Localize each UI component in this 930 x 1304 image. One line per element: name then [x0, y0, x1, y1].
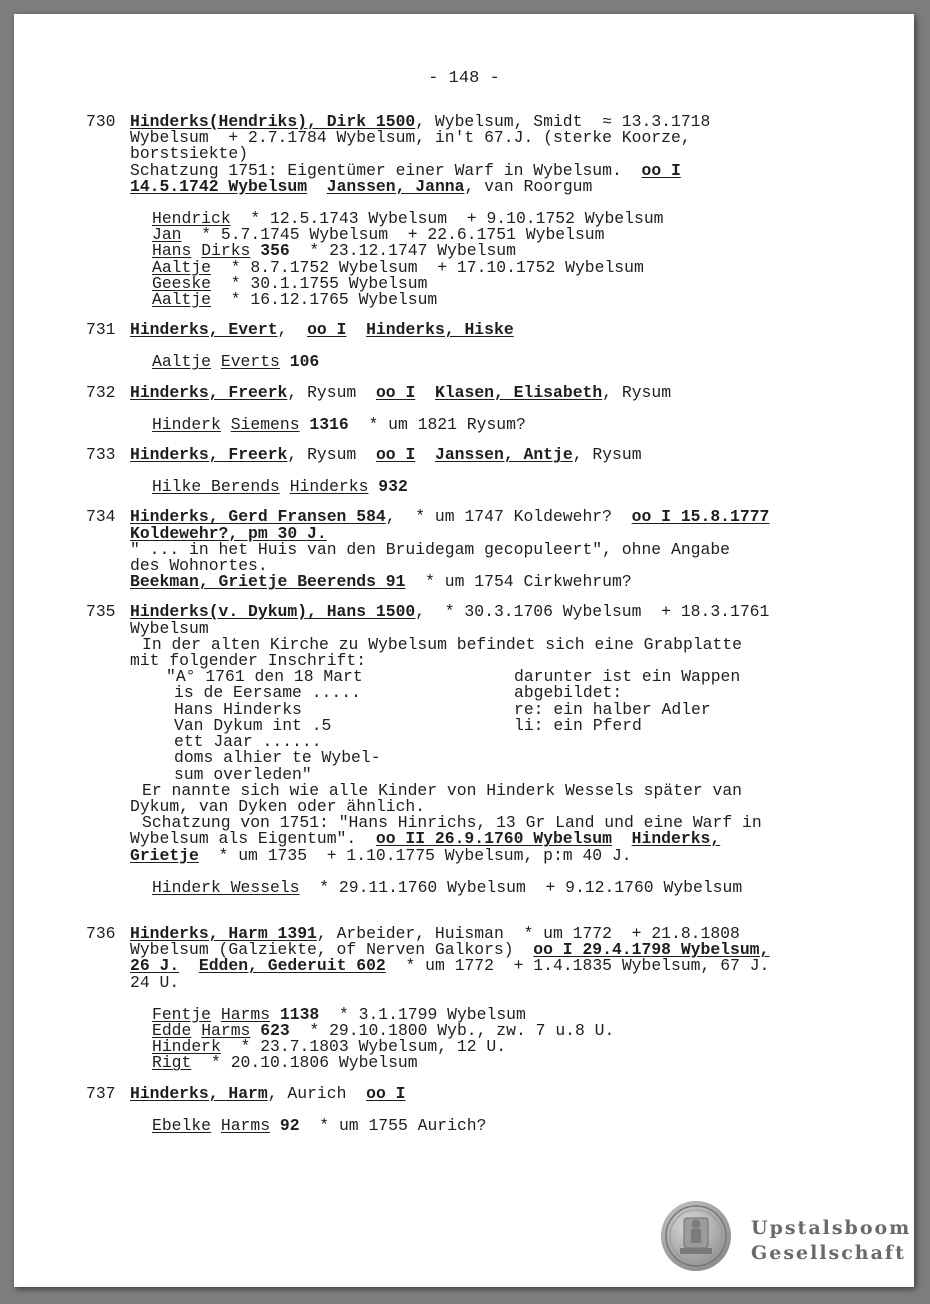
child-patronym: Siemens: [230, 414, 300, 434]
inscription-line: "A° 1761 den 18 Mart: [166, 667, 363, 687]
child-name: Hinderk: [152, 414, 221, 434]
child-name: Geeske: [152, 273, 212, 293]
entry-number: 731: [86, 320, 116, 340]
child-patronym: Hinderks: [289, 477, 369, 497]
person-name: Hinderks, Harm: [130, 1083, 268, 1103]
child-line: [152, 354, 914, 370]
person-name: Hinderks, Freerk: [130, 382, 288, 402]
society-name-line: Gesellschaft: [751, 1242, 906, 1264]
child-name: Hans: [152, 241, 192, 261]
spouse-name: Janssen, Janna: [326, 176, 465, 196]
inscription-note: re: ein halber Adler: [514, 699, 711, 719]
child-patronym: Dirks: [201, 241, 251, 261]
child-name: Jan: [152, 225, 182, 245]
inscription-line: sum overleden": [174, 764, 312, 784]
child-name: Aaltje: [152, 290, 212, 310]
inscription-line: Hans Hinderks: [174, 699, 302, 719]
child-data: * um 1821 Rysum?: [348, 414, 526, 434]
child-reference: 92: [279, 1115, 300, 1135]
child-name: Aaltje: [152, 352, 212, 372]
child-data: * um 1755 Aurich?: [299, 1115, 487, 1135]
marriage-marker: oo I: [307, 320, 347, 340]
entry-text: Wybelsum (Galziekte, of Nerven Galkors): [130, 940, 534, 960]
entry-736: [14, 923, 914, 1073]
entry-number: 732: [86, 382, 116, 402]
child-reference: 1316: [309, 414, 349, 434]
child-reference: 1138: [279, 1004, 320, 1024]
entry-text: In der alten Kirche zu Wybelsum befindet sich eine Grabplatte: [142, 634, 742, 654]
entry-text: , Rysum: [572, 445, 642, 465]
seal-icon: [660, 1200, 732, 1272]
child-line: [152, 1055, 914, 1071]
page-number: - 148 -: [428, 69, 500, 88]
entry-text: Wybelsum + 2.7.1784 Wybelsum, in't 67.J. (sterke Koorze,: [130, 128, 691, 148]
entry-text: mit folgender Inschrift:: [130, 651, 367, 671]
entry-text: Wybelsum: [130, 618, 209, 638]
entry-number: 734: [86, 507, 116, 527]
inscription-note: li: ein Pferd: [514, 715, 642, 735]
child-reference: 932: [378, 477, 408, 497]
entry-text: Dykum, van Dyken oder ähnlich.: [130, 796, 426, 816]
entry-number: 735: [86, 602, 116, 622]
entry-number: 737: [86, 1083, 116, 1103]
entry-737: [14, 1083, 914, 1135]
entry-730: [14, 114, 914, 308]
person-name: Hinderks(v. Dykum), Hans 1500: [130, 602, 416, 622]
child-line: [152, 292, 914, 308]
entry-731: 731 Hinderks, Evert, oo I Hinderks, Hiske Aaltje Everts 106: [14, 322, 914, 370]
entry-text: , Rysum: [287, 382, 357, 402]
marriage-date: 14.5.1742 Wybelsum: [130, 176, 308, 196]
spouse-name: Edden, Gederuit 602: [198, 956, 386, 976]
marriage-age: 26 J.: [130, 956, 180, 976]
child-name: Fentje: [152, 1004, 212, 1024]
spouse-name: Beekman, Grietje Beerends 91: [130, 572, 406, 592]
spouse-name: Grietje: [130, 845, 199, 865]
child-data: * 8.7.1752 Wybelsum + 17.10.1752 Wybelsum: [211, 257, 644, 277]
child-name: Rigt: [152, 1053, 192, 1073]
marriage-marker: oo II 26.9.1760 Wybelsum: [375, 829, 612, 849]
child-data: * 29.10.1800 Wyb., zw. 7 u.8 U.: [289, 1020, 615, 1040]
entry-text: , * 30.3.1706 Wybelsum + 18.3.1761: [415, 602, 770, 622]
entry-734: [14, 509, 914, 590]
document-page: [14, 14, 914, 1287]
marriage-marker: oo I 15.8.1777: [631, 507, 770, 527]
entry-733: [14, 447, 914, 495]
entry-text: Wybelsum als Eigentum".: [130, 829, 376, 849]
child-name: Ebelke: [152, 1115, 212, 1135]
entry-text: Schatzung 1751: Eigentümer einer Warf in Wybelsum.: [130, 160, 642, 180]
coat-of-arms-description: [514, 669, 740, 782]
child-line: [152, 414, 914, 434]
child-reference: 106: [289, 352, 320, 372]
children-list: [152, 877, 914, 897]
child-patronym: Harms: [201, 1020, 251, 1040]
inscription-note: darunter ist ein Wappen: [514, 667, 741, 687]
inscription-block: [166, 669, 852, 782]
marriage-marker: oo I: [375, 445, 416, 465]
entry-text: * um 1735 + 1.10.1775 Wybelsum, p:m 40 J.: [198, 845, 632, 865]
entry-text: Schatzung von 1751: "Hans Hinrichs, 13 Gr Land und eine Warf in: [142, 813, 762, 833]
entry-text: , Wybelsum, Smidt ≈ 13.3.1718: [415, 112, 711, 131]
children-list: [152, 211, 914, 308]
entry-text: " ... in het Huis van den Bruidegam gecopuleert", ohne Angabe: [130, 539, 730, 559]
person-name: Hinderks(Hendriks), Dirk 1500: [130, 112, 416, 131]
child-reference: 623: [260, 1020, 290, 1040]
entry-text: borstsiekte): [130, 144, 249, 164]
society-name-line: Upstalsboom: [751, 1217, 912, 1239]
child-data: * 23.7.1803 Wybelsum, 12 U.: [220, 1037, 507, 1057]
children-list: [152, 354, 914, 370]
children-list: [152, 479, 914, 495]
spouse-name: Janssen, Antje: [434, 445, 573, 465]
marriage-place: Koldewehr?, pm 30 J.: [130, 523, 327, 543]
entry-text: * um 1772 + 1.4.1835 Wybelsum, 67 J.: [385, 956, 770, 976]
child-line: [152, 877, 914, 897]
entry-text: , Rysum: [602, 382, 672, 402]
child-data: * 3.1.1799 Wybelsum: [319, 1004, 526, 1024]
inscription-note: abgebildet:: [514, 683, 623, 703]
entry-text: 24 U.: [130, 972, 180, 992]
entry-text: , Rysum: [287, 445, 357, 465]
child-patronym: Harms: [220, 1004, 271, 1024]
child-data: * 20.10.1806 Wybelsum: [191, 1053, 418, 1073]
entry-list: [14, 114, 914, 1148]
spouse-name: Hinderks, Hiske: [366, 320, 514, 340]
person-name: Hinderks, Harm 1391: [130, 923, 317, 943]
child-reference: 356: [260, 241, 290, 261]
child-line: [152, 479, 914, 495]
child-patronym: Harms: [220, 1115, 271, 1135]
marriage-marker: oo I: [641, 160, 681, 180]
entry-number: 733: [86, 445, 116, 465]
entry-text: , Aurich: [267, 1083, 347, 1103]
spouse-name: Klasen, Elisabeth: [434, 382, 603, 402]
child-name: Hinderk: [152, 1037, 221, 1057]
child-line: [152, 1115, 914, 1135]
child-name: Hilke Berends: [152, 477, 280, 497]
children-list: [152, 414, 914, 434]
marriage-marker: oo I 29.4.1798 Wybelsum,: [533, 940, 770, 960]
child-name: Hinderk Wessels: [152, 877, 300, 897]
children-list: [152, 1115, 914, 1135]
child-data: * 23.12.1747 Wybelsum: [289, 241, 516, 261]
inscription-line: Van Dykum int .5: [174, 715, 332, 735]
child-name: Hendrick: [152, 209, 231, 229]
child-name: Edde: [152, 1020, 192, 1040]
inscription-line: is de Eersame .....: [174, 683, 361, 703]
child-data: * 12.5.1743 Wybelsum + 9.10.1752 Wybelsum: [230, 209, 664, 229]
child-data: * 30.1.1755 Wybelsum: [211, 273, 428, 293]
marriage-marker: oo I: [366, 1083, 406, 1103]
society-name: [751, 1216, 911, 1266]
entry-text: , * um 1747 Koldewehr?: [385, 507, 632, 527]
person-name: Hinderks, Evert: [130, 320, 278, 340]
child-data: * 5.7.1745 Wybelsum + 22.6.1751 Wybelsum: [181, 225, 605, 245]
entry-number: 730: [86, 112, 116, 131]
entry-text: Er nannte sich wie alle Kinder von Hinderk Wessels später van: [142, 780, 742, 800]
inscription-line: doms alhier te Wybel-: [174, 748, 381, 768]
entry-735: [14, 604, 914, 895]
child-name: Aaltje: [152, 257, 212, 277]
entry-text: * um 1754 Cirkwehrum?: [405, 572, 632, 592]
entry-732: [14, 382, 914, 434]
child-data: * 29.11.1760 Wybelsum + 9.12.1760 Wybelsum: [299, 877, 743, 897]
entry-text: des Wohnortes.: [130, 556, 268, 576]
entry-text: , Arbeider, Huisman * um 1772 + 21.8.1808: [316, 923, 740, 943]
entry-number: 736: [86, 923, 116, 943]
inscription-line: ett Jaar ......: [174, 732, 322, 752]
child-patronym: Everts: [220, 352, 280, 372]
person-name: Hinderks, Gerd Fransen 584: [130, 507, 386, 527]
child-data: * 16.12.1765 Wybelsum: [211, 290, 438, 310]
inscription-text: [166, 669, 514, 782]
spouse-name: Hinderks,: [631, 829, 721, 849]
children-list: [152, 1004, 914, 1073]
marriage-marker: oo I: [375, 382, 416, 402]
entry-text: , van Roorgum: [464, 176, 593, 196]
person-name: Hinderks, Freerk: [130, 445, 288, 465]
